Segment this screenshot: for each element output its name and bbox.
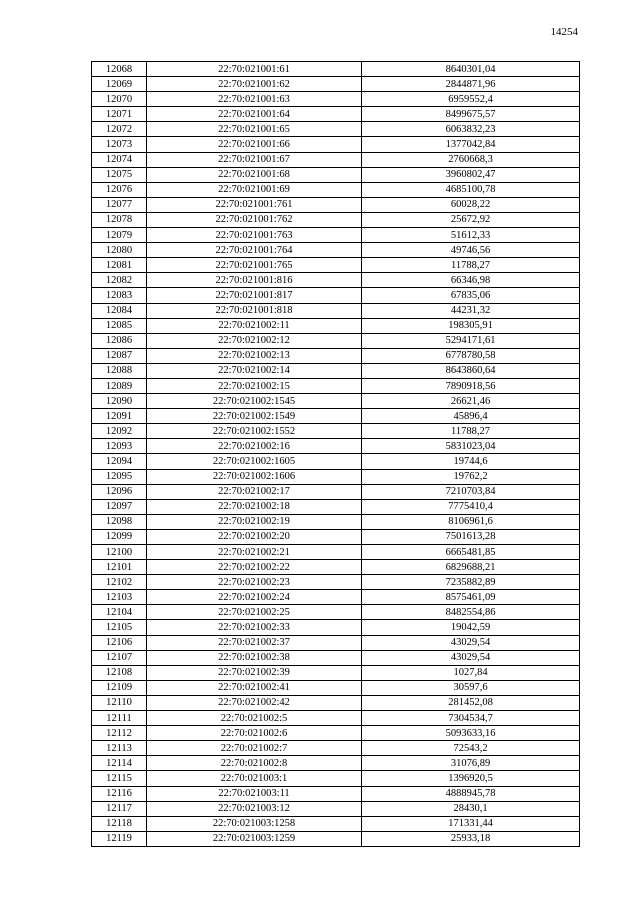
row-number-cell: 12094	[92, 454, 147, 469]
cadastral-number-cell: 22:70:021001:62	[147, 77, 362, 92]
table-row	[92, 680, 580, 695]
row-number-cell: 12078	[92, 212, 147, 227]
cadastral-number-cell: 22:70:021001:764	[147, 243, 362, 258]
table-row	[92, 560, 580, 575]
cadastral-number-cell: 22:70:021002:41	[147, 680, 362, 695]
row-number-cell: 12106	[92, 635, 147, 650]
cadastral-value-cell: 51612,33	[362, 228, 580, 243]
cadastral-number-cell: 22:70:021001:765	[147, 258, 362, 273]
table-row	[92, 801, 580, 816]
cadastral-number-cell: 22:70:021002:5	[147, 711, 362, 726]
cadastral-number-cell: 22:70:021002:16	[147, 439, 362, 454]
cadastral-value-cell: 11788,27	[362, 424, 580, 439]
cadastral-value-cell: 19744,6	[362, 454, 580, 469]
cadastral-value-cell: 5831023,04	[362, 439, 580, 454]
cadastral-number-cell: 22:70:021002:1545	[147, 394, 362, 409]
table-row	[92, 318, 580, 333]
row-number-cell: 12119	[92, 831, 147, 846]
cadastral-number-cell: 22:70:021001:66	[147, 137, 362, 152]
cadastral-number-cell: 22:70:021001:67	[147, 152, 362, 167]
row-number-cell: 12110	[92, 695, 147, 710]
table-row	[92, 107, 580, 122]
cadastral-value-cell: 8482554,86	[362, 605, 580, 620]
cadastral-value-cell: 4685100,78	[362, 182, 580, 197]
cadastral-value-cell: 8640301,04	[362, 62, 580, 77]
row-number-cell: 12113	[92, 741, 147, 756]
row-number-cell: 12099	[92, 529, 147, 544]
row-number-cell: 12095	[92, 469, 147, 484]
row-number-cell: 12091	[92, 409, 147, 424]
cadastral-number-cell: 22:70:021002:14	[147, 363, 362, 378]
row-number-cell: 12118	[92, 816, 147, 831]
table-row	[92, 167, 580, 182]
table-row	[92, 424, 580, 439]
row-number-cell: 12088	[92, 363, 147, 378]
row-number-cell: 12070	[92, 92, 147, 107]
cadastral-number-cell: 22:70:021003:12	[147, 801, 362, 816]
row-number-cell: 12069	[92, 77, 147, 92]
row-number-cell: 12115	[92, 771, 147, 786]
cadastral-number-cell: 22:70:021003:11	[147, 786, 362, 801]
table-row	[92, 695, 580, 710]
cadastral-number-cell: 22:70:021002:37	[147, 635, 362, 650]
row-number-cell: 12098	[92, 514, 147, 529]
table-row	[92, 741, 580, 756]
cadastral-number-cell: 22:70:021002:15	[147, 378, 362, 393]
row-number-cell: 12108	[92, 665, 147, 680]
cadastral-number-cell: 22:70:021002:1552	[147, 424, 362, 439]
cadastral-value-cell: 66346,98	[362, 273, 580, 288]
cadastral-value-cell: 8575461,09	[362, 590, 580, 605]
cadastral-number-cell: 22:70:021002:23	[147, 575, 362, 590]
cadastral-value-cell: 19762,2	[362, 469, 580, 484]
row-number-cell: 12104	[92, 605, 147, 620]
table-row	[92, 786, 580, 801]
cadastral-number-cell: 22:70:021002:17	[147, 484, 362, 499]
table-row	[92, 333, 580, 348]
row-number-cell: 12105	[92, 620, 147, 635]
table-row	[92, 650, 580, 665]
cadastral-number-cell: 22:70:021003:1258	[147, 816, 362, 831]
table-row	[92, 409, 580, 424]
row-number-cell: 12079	[92, 228, 147, 243]
table-row	[92, 635, 580, 650]
row-number-cell: 12089	[92, 378, 147, 393]
cadastral-number-cell: 22:70:021002:1549	[147, 409, 362, 424]
table-row	[92, 273, 580, 288]
cadastral-number-cell: 22:70:021002:13	[147, 348, 362, 363]
cadastral-number-cell: 22:70:021002:21	[147, 545, 362, 560]
cadastral-number-cell: 22:70:021002:19	[147, 514, 362, 529]
table-row	[92, 499, 580, 514]
table-row	[92, 590, 580, 605]
cadastral-value-cell: 31076,89	[362, 756, 580, 771]
table-row	[92, 152, 580, 167]
cadastral-value-cell: 2844871,96	[362, 77, 580, 92]
row-number-cell: 12100	[92, 545, 147, 560]
cadastral-value-cell: 60028,22	[362, 197, 580, 212]
table-row	[92, 348, 580, 363]
cadastral-number-cell: 22:70:021002:25	[147, 605, 362, 620]
cadastral-number-cell: 22:70:021002:7	[147, 741, 362, 756]
table-row	[92, 303, 580, 318]
cadastral-value-cell: 3960802,47	[362, 167, 580, 182]
row-number-cell: 12092	[92, 424, 147, 439]
cadastral-number-cell: 22:70:021002:20	[147, 529, 362, 544]
row-number-cell: 12084	[92, 303, 147, 318]
table-row	[92, 711, 580, 726]
cadastral-value-cell: 6665481,85	[362, 545, 580, 560]
cadastral-value-cell: 8106961,6	[362, 514, 580, 529]
row-number-cell: 12087	[92, 348, 147, 363]
cadastral-number-cell: 22:70:021003:1259	[147, 831, 362, 846]
table-row	[92, 831, 580, 846]
cadastral-value-cell: 198305,91	[362, 318, 580, 333]
row-number-cell: 12086	[92, 333, 147, 348]
cadastral-value-cell: 49746,56	[362, 243, 580, 258]
page-number: 14254	[550, 26, 578, 38]
cadastral-number-cell: 22:70:021002:22	[147, 560, 362, 575]
cadastral-number-cell: 22:70:021002:6	[147, 726, 362, 741]
cadastral-value-cell: 1027,84	[362, 665, 580, 680]
row-number-cell: 12072	[92, 122, 147, 137]
table-row	[92, 514, 580, 529]
row-number-cell: 12073	[92, 137, 147, 152]
table-row	[92, 197, 580, 212]
cadastral-value-cell: 281452,08	[362, 695, 580, 710]
table-row	[92, 77, 580, 92]
row-number-cell: 12109	[92, 680, 147, 695]
table-row	[92, 378, 580, 393]
cadastral-number-cell: 22:70:021003:1	[147, 771, 362, 786]
table-row	[92, 605, 580, 620]
cadastral-value-cell: 44231,32	[362, 303, 580, 318]
table-row	[92, 454, 580, 469]
cadastral-value-cell: 25672,92	[362, 212, 580, 227]
cadastral-value-cell: 25933,18	[362, 831, 580, 846]
cadastral-value-cell: 6778780,58	[362, 348, 580, 363]
cadastral-value-cell: 5294171,61	[362, 333, 580, 348]
cadastral-value-cell: 5093633,16	[362, 726, 580, 741]
cadastral-number-cell: 22:70:021002:33	[147, 620, 362, 635]
cadastral-value-cell: 28430,1	[362, 801, 580, 816]
cadastral-number-cell: 22:70:021001:65	[147, 122, 362, 137]
cadastral-value-cell: 171331,44	[362, 816, 580, 831]
cadastral-number-cell: 22:70:021001:69	[147, 182, 362, 197]
cadastral-number-cell: 22:70:021001:762	[147, 212, 362, 227]
row-number-cell: 12101	[92, 560, 147, 575]
row-number-cell: 12093	[92, 439, 147, 454]
row-number-cell: 12083	[92, 288, 147, 303]
row-number-cell: 12082	[92, 273, 147, 288]
cadastral-value-cell: 8499675,57	[362, 107, 580, 122]
cadastral-number-cell: 22:70:021002:38	[147, 650, 362, 665]
cadastral-number-cell: 22:70:021002:8	[147, 756, 362, 771]
table-row	[92, 363, 580, 378]
table-row	[92, 620, 580, 635]
table-row	[92, 212, 580, 227]
table-row	[92, 228, 580, 243]
row-number-cell: 12075	[92, 167, 147, 182]
table-row	[92, 288, 580, 303]
table-row	[92, 816, 580, 831]
table-row	[92, 484, 580, 499]
row-number-cell: 12090	[92, 394, 147, 409]
table-row	[92, 62, 580, 77]
cadastral-number-cell: 22:70:021002:11	[147, 318, 362, 333]
row-number-cell: 12114	[92, 756, 147, 771]
row-number-cell: 12111	[92, 711, 147, 726]
cadastral-value-cell: 26621,46	[362, 394, 580, 409]
cadastral-value-cell: 43029,54	[362, 650, 580, 665]
row-number-cell: 12071	[92, 107, 147, 122]
cadastral-number-cell: 22:70:021001:68	[147, 167, 362, 182]
row-number-cell: 12112	[92, 726, 147, 741]
table-row	[92, 771, 580, 786]
cadastral-value-cell: 6959552,4	[362, 92, 580, 107]
cadastral-number-cell: 22:70:021001:818	[147, 303, 362, 318]
cadastral-value-cell: 30597,6	[362, 680, 580, 695]
row-number-cell: 12103	[92, 590, 147, 605]
table-row	[92, 726, 580, 741]
cadastral-value-table	[91, 61, 580, 847]
row-number-cell: 12080	[92, 243, 147, 258]
cadastral-value-cell: 7501613,28	[362, 529, 580, 544]
row-number-cell: 12085	[92, 318, 147, 333]
cadastral-value-cell: 1396920,5	[362, 771, 580, 786]
cadastral-value-cell: 4888945,78	[362, 786, 580, 801]
cadastral-value-cell: 67835,06	[362, 288, 580, 303]
cadastral-number-cell: 22:70:021002:18	[147, 499, 362, 514]
table-row	[92, 469, 580, 484]
row-number-cell: 12081	[92, 258, 147, 273]
cadastral-number-cell: 22:70:021001:816	[147, 273, 362, 288]
cadastral-value-cell: 7210703,84	[362, 484, 580, 499]
cadastral-value-cell: 8643860,64	[362, 363, 580, 378]
table-row	[92, 439, 580, 454]
cadastral-number-cell: 22:70:021001:761	[147, 197, 362, 212]
table-row	[92, 182, 580, 197]
table-row	[92, 122, 580, 137]
cadastral-value-cell: 19042,59	[362, 620, 580, 635]
table-row	[92, 575, 580, 590]
table-body	[92, 62, 580, 847]
cadastral-value-cell: 7235882,89	[362, 575, 580, 590]
cadastral-value-cell: 6829688,21	[362, 560, 580, 575]
row-number-cell: 12068	[92, 62, 147, 77]
cadastral-number-cell: 22:70:021001:817	[147, 288, 362, 303]
table-row	[92, 137, 580, 152]
cadastral-number-cell: 22:70:021001:64	[147, 107, 362, 122]
row-number-cell: 12097	[92, 499, 147, 514]
cadastral-number-cell: 22:70:021002:42	[147, 695, 362, 710]
cadastral-number-cell: 22:70:021001:763	[147, 228, 362, 243]
cadastral-value-cell: 7304534,7	[362, 711, 580, 726]
table-row	[92, 756, 580, 771]
cadastral-value-cell: 1377042,84	[362, 137, 580, 152]
table-row	[92, 394, 580, 409]
cadastral-number-cell: 22:70:021002:39	[147, 665, 362, 680]
cadastral-value-cell: 2760668,3	[362, 152, 580, 167]
cadastral-value-cell: 43029,54	[362, 635, 580, 650]
cadastral-value-cell: 7890918,56	[362, 378, 580, 393]
cadastral-value-cell: 45896,4	[362, 409, 580, 424]
cadastral-number-cell: 22:70:021002:12	[147, 333, 362, 348]
cadastral-value-cell: 72543,2	[362, 741, 580, 756]
cadastral-number-cell: 22:70:021002:1605	[147, 454, 362, 469]
table-row	[92, 258, 580, 273]
cadastral-number-cell: 22:70:021002:1606	[147, 469, 362, 484]
cadastral-value-cell: 7775410,4	[362, 499, 580, 514]
cadastral-value-cell: 11788,27	[362, 258, 580, 273]
cadastral-number-cell: 22:70:021001:63	[147, 92, 362, 107]
row-number-cell: 12077	[92, 197, 147, 212]
table-row	[92, 529, 580, 544]
row-number-cell: 12096	[92, 484, 147, 499]
cadastral-value-cell: 6063832,23	[362, 122, 580, 137]
cadastral-number-cell: 22:70:021002:24	[147, 590, 362, 605]
table-row	[92, 545, 580, 560]
row-number-cell: 12076	[92, 182, 147, 197]
row-number-cell: 12117	[92, 801, 147, 816]
row-number-cell: 12074	[92, 152, 147, 167]
table-row	[92, 665, 580, 680]
row-number-cell: 12107	[92, 650, 147, 665]
cadastral-number-cell: 22:70:021001:61	[147, 62, 362, 77]
table-row	[92, 243, 580, 258]
row-number-cell: 12102	[92, 575, 147, 590]
row-number-cell: 12116	[92, 786, 147, 801]
table-row	[92, 92, 580, 107]
